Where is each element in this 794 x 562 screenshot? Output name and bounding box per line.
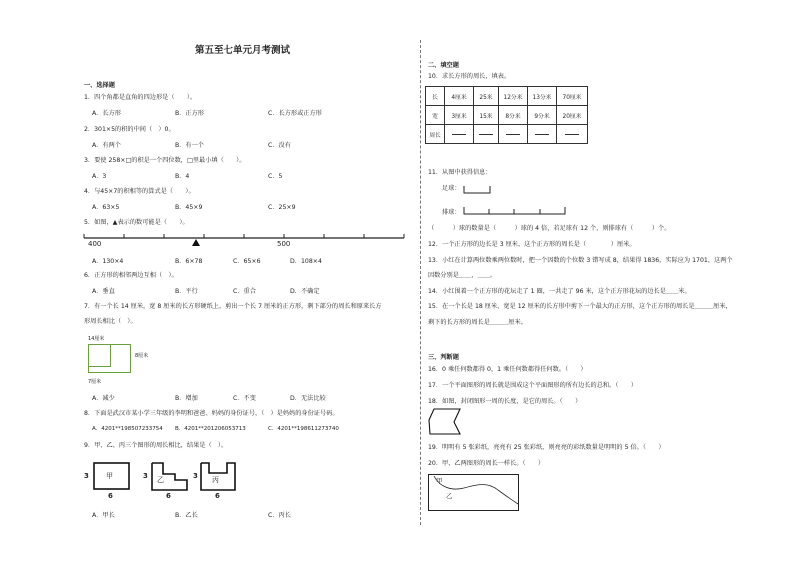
q4-option-c: C．25×9 bbox=[268, 204, 296, 211]
rectangle-cut-figure bbox=[88, 344, 134, 376]
section-heading-judge: 三、判断题 bbox=[428, 354, 459, 361]
q9-option-a: A．甲长 bbox=[92, 512, 115, 519]
fig3-name-label: 丙 bbox=[212, 476, 219, 484]
q10-table bbox=[425, 86, 588, 144]
q11-football-label: 足球： bbox=[442, 185, 461, 192]
table-cell: 20厘米 bbox=[557, 106, 588, 125]
table-cell: 周长 bbox=[426, 125, 445, 144]
table-cell: 宽 bbox=[426, 106, 445, 125]
q9-stem: 9．甲、乙、丙三个图形的周长相比，结果是（ ）。 bbox=[84, 442, 228, 449]
q7-option-a: A．减少 bbox=[92, 395, 115, 402]
q11-volleyball-label: 排球： bbox=[442, 209, 461, 216]
figure-bing-shape bbox=[200, 462, 238, 492]
fig1-name-label: 甲 bbox=[106, 472, 113, 480]
q19-stem: 19．明明有 5 张彩纸，亮亮有 25 张彩纸，则亮亮的彩纸数量是明明的 5 倍。（ ） bbox=[428, 444, 665, 451]
q20-jia-label: 甲 bbox=[436, 477, 443, 485]
q7-option-b: B．增加 bbox=[175, 395, 198, 402]
table-cell: 12分米 bbox=[499, 87, 528, 106]
q1-option-a: A．长方形 bbox=[92, 110, 121, 117]
table-row bbox=[426, 106, 588, 125]
q20-yi-label: 乙 bbox=[446, 492, 453, 500]
section-heading-choice: 一、选择题 bbox=[84, 82, 115, 89]
column-divider bbox=[420, 40, 421, 525]
q2-option-a: A．有两个 bbox=[92, 142, 121, 149]
q3-option-c: C．5 bbox=[268, 173, 283, 180]
number-line-400: 400 bbox=[88, 240, 102, 248]
table-cell: 8分米 bbox=[499, 106, 528, 125]
answer-cell[interactable] bbox=[474, 125, 499, 144]
q2-option-b: B．有一个 bbox=[175, 142, 204, 149]
table-cell: 长 bbox=[426, 87, 445, 106]
triangle-marker-icon bbox=[192, 239, 200, 246]
table-cell: 9分米 bbox=[528, 106, 557, 125]
volleyball-bar bbox=[463, 206, 573, 215]
fig1-height-label: 3 bbox=[84, 472, 89, 480]
section-heading-fill: 二、填空题 bbox=[428, 62, 459, 69]
q6-option-b: B．平行 bbox=[175, 288, 198, 295]
page-title: 第五至七单元月考测试 bbox=[195, 45, 291, 56]
q20-stem: 20．甲、乙两图形的周长一样长。（ ） bbox=[428, 460, 545, 467]
q3-option-a: A．3 bbox=[92, 173, 107, 180]
q8-option-b: B．4201**201206053713 bbox=[175, 426, 246, 432]
q10-stem: 10．求长方形的周长，填表。 bbox=[428, 73, 511, 80]
q15-stem-line2: 剩下的长方形的周长是＿＿＿厘米。 bbox=[428, 319, 527, 326]
q4-option-b: B．45×9 bbox=[175, 204, 203, 211]
q7-option-c: C．不变 bbox=[233, 395, 256, 402]
answer-cell[interactable] bbox=[557, 125, 588, 144]
answer-cell[interactable] bbox=[499, 125, 528, 144]
q5-option-b: B．6×78 bbox=[175, 258, 203, 265]
table-row bbox=[426, 125, 588, 144]
number-line-figure bbox=[84, 234, 404, 252]
q13-stem-line2: 因数分别是＿＿，＿＿。 bbox=[428, 272, 497, 279]
q5-option-a: A．130×4 bbox=[92, 258, 124, 265]
number-line-500: 500 bbox=[277, 240, 291, 248]
q6-option-a: A．垂直 bbox=[92, 288, 115, 295]
q13-stem-line1: 13．小红在计算两位数乘两位数时，把一个因数的个位数 3 错写成 8，结果得 1836，实际应为 1701，这两个 bbox=[428, 257, 733, 264]
q7-option-d: D．无法比较 bbox=[290, 395, 326, 402]
q8-stem: 8．下面是武汉市某小学三年级的李明和爸爸、妈妈的身份证号，（ ）是妈妈的身份证号码。 bbox=[84, 410, 339, 417]
q11-question: （ ）球的数量是（ ）球的 4 倍，若足球有 12 个，则排球有（ ）个。 bbox=[428, 225, 671, 232]
q7-width-label: 8厘米 bbox=[135, 353, 149, 359]
answer-cell[interactable] bbox=[445, 125, 474, 144]
fig3-width-label: 6 bbox=[215, 492, 220, 500]
q6-option-c: C．重合 bbox=[233, 288, 256, 295]
q8-option-c: C．4201**198611273740 bbox=[268, 426, 339, 432]
table-cell: 15米 bbox=[474, 106, 499, 125]
fig1-width-label: 6 bbox=[108, 492, 113, 500]
q18-stem: 18．如图，封闭图形一周的长度，是它的周长。（ ） bbox=[428, 398, 582, 405]
q6-option-d: D．不确定 bbox=[290, 288, 320, 295]
q4-stem: 4．与45×7的积相等的算式是（ ）。 bbox=[84, 188, 195, 195]
q4-option-a: A．63×5 bbox=[92, 204, 120, 211]
q3-stem: 3．要使 258×□的积是一个四位数，□里最小填（ ）。 bbox=[84, 157, 246, 164]
football-bar bbox=[463, 185, 493, 194]
fig3-height-label: 3 bbox=[193, 472, 198, 480]
q2-option-c: C．没有 bbox=[268, 142, 291, 149]
q7-square-label: 7厘米 bbox=[88, 379, 102, 385]
q7-stem-line2: 形周长相比（ ）。 bbox=[84, 318, 137, 325]
table-cell: 13分米 bbox=[528, 87, 557, 106]
q3-option-b: B．4 bbox=[175, 173, 190, 180]
q11-stem: 11．从图中获得信息： bbox=[428, 169, 492, 176]
q5-option-c: C．65×6 bbox=[233, 258, 261, 265]
table-cell: 4厘米 bbox=[445, 87, 474, 106]
q1-stem: 1．四个角都是直角的四边形是（ ）。 bbox=[84, 94, 197, 101]
q16-stem: 16．0 乘任何数都得 0，1 乘任何数都得任何数。（ ） bbox=[428, 366, 587, 373]
q14-stem: 14．小红围着一个正方形的花坛走了 1 圈，一共走了 96 米，这个正方形花坛的边长是＿＿米。 bbox=[428, 288, 691, 295]
answer-cell[interactable] bbox=[528, 125, 557, 144]
q8-option-a: A．4201**198507233754 bbox=[92, 426, 163, 432]
q12-stem: 12．一个正方形的边长是 3 厘米，这个正方形的周长是（ ）厘米。 bbox=[428, 241, 636, 248]
table-cell: 25米 bbox=[474, 87, 499, 106]
q5-stem: 5．如图，▲表示的数可能是（ ）。 bbox=[84, 219, 189, 226]
q15-stem-line1: 15．在一个长是 18 厘米，宽是 12 厘米的长方形中剪下一个最大的正方形，这个正方形的周长是＿＿＿厘米， bbox=[428, 303, 732, 310]
q5-option-d: D．108×4 bbox=[290, 258, 322, 265]
q1-option-c: C．长方形或正方形 bbox=[268, 110, 322, 117]
table-cell: 70厘米 bbox=[557, 87, 588, 106]
q17-stem: 17．一个平面图形的周长就是围成这个平面图形的所有边长的总和。（ ） bbox=[428, 382, 637, 389]
q2-stem: 2．301×5的积的中间（ ）0。 bbox=[84, 126, 175, 133]
q9-option-b: B．乙长 bbox=[175, 512, 198, 519]
q6-stem: 6．正方形的相邻两边互相（ ）。 bbox=[84, 272, 178, 279]
q9-option-c: C．丙长 bbox=[268, 512, 291, 519]
table-row bbox=[426, 87, 588, 106]
fig2-name-label: 乙 bbox=[157, 476, 164, 484]
pentagon-shape-figure bbox=[428, 408, 462, 436]
q7-stem-line1: 7．有一个长 14 厘米，宽 8 厘米的长方形硬纸上，剪出一个长 7 厘米的正方形，剩下部分的周长和原来长方 bbox=[84, 303, 382, 310]
q7-length-label: 14厘米 bbox=[88, 336, 105, 342]
table-cell: 3厘米 bbox=[445, 106, 474, 125]
fig2-width-label: 6 bbox=[166, 492, 171, 500]
fig2-height-label: 3 bbox=[143, 472, 148, 480]
q1-option-b: B．正方形 bbox=[175, 110, 204, 117]
